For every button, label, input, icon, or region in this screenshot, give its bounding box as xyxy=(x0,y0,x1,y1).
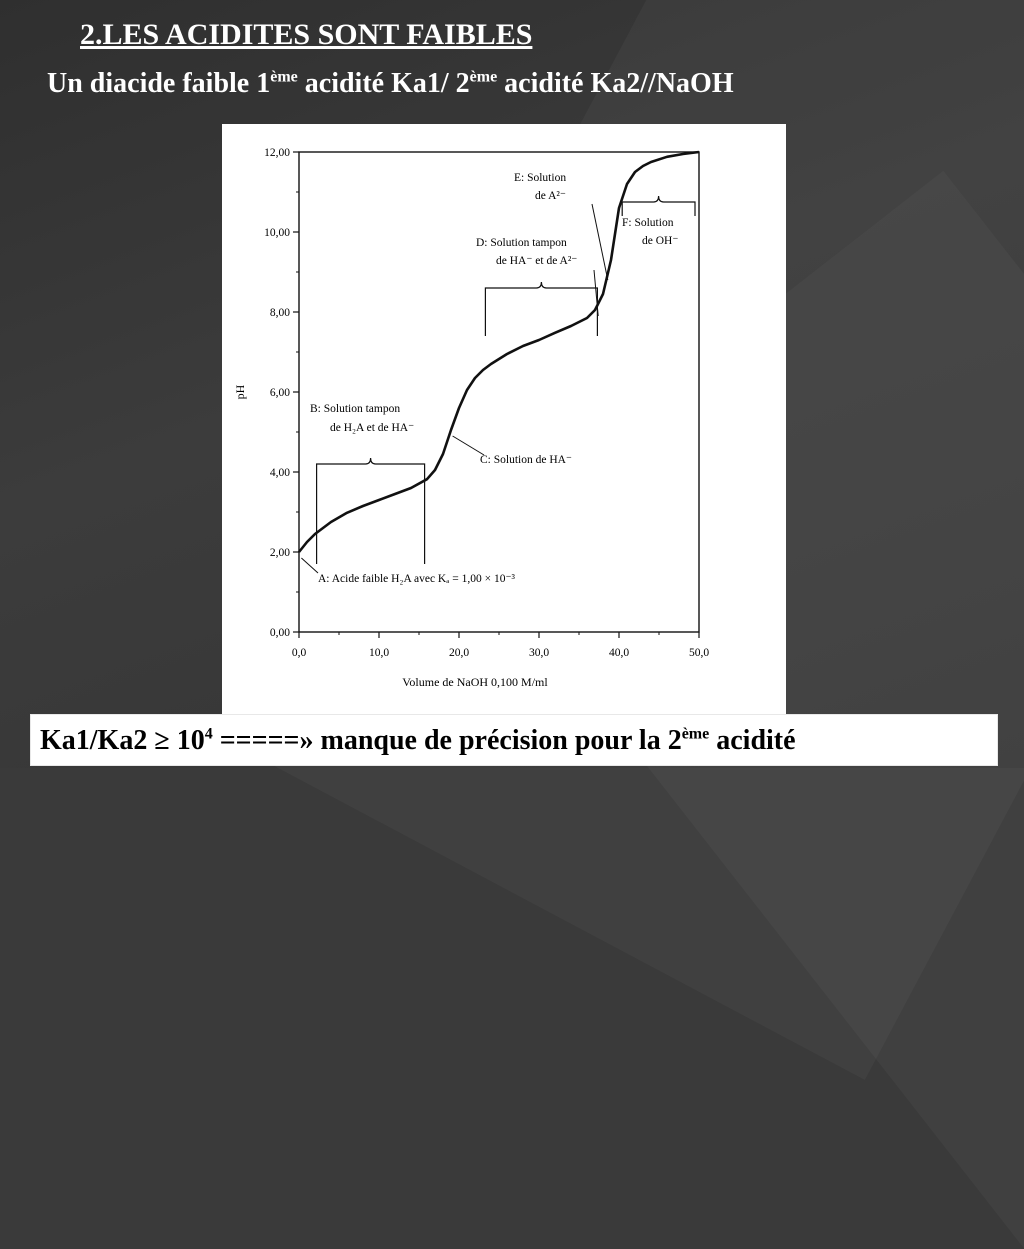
x-tick-label: 0,0 xyxy=(291,647,307,659)
x-tick-label: 20,0 xyxy=(448,647,470,659)
y-tick-label: 12,00 xyxy=(264,147,290,159)
x-tick-label: 40,0 xyxy=(608,647,630,659)
titration-chart xyxy=(222,124,786,716)
footer-text: Ka1/Ka2 xyxy=(40,725,155,756)
y-tick-label: 4,00 xyxy=(269,467,290,479)
annotation-d-line2: de HA⁻ et de A²⁻ xyxy=(496,255,578,267)
titration-curve xyxy=(299,152,699,552)
footer-exponent: 4 xyxy=(204,725,213,743)
y-tick-label: 8,00 xyxy=(269,307,290,319)
annotation-f-line1: F: Solution xyxy=(622,217,674,229)
subtitle-text: acidité Ka1/ 2 xyxy=(297,68,470,99)
chart-curve xyxy=(299,152,699,552)
annotation-b-line1: B: Solution tampon xyxy=(310,403,401,415)
annotation-b-line2: de H₂A et de HA⁻ xyxy=(330,422,415,434)
y-axis-label: pH xyxy=(233,384,247,400)
footer-symbol: ≥ xyxy=(154,725,170,756)
leader-c xyxy=(453,436,484,455)
chart-brackets xyxy=(301,196,695,573)
subtitle-superscript: ème xyxy=(270,68,298,86)
leader-a xyxy=(301,558,318,573)
bracket-b xyxy=(317,458,425,564)
footer-text: =====» manque de précision pour la 2 xyxy=(212,725,682,756)
footer-text: acidité xyxy=(709,725,796,756)
x-tick-label: 30,0 xyxy=(528,647,550,659)
annotation-f-line2: de OH⁻ xyxy=(642,235,679,247)
slide-subtitle xyxy=(47,68,734,100)
leader-e xyxy=(592,204,608,280)
subtitle-superscript: ème xyxy=(469,68,498,86)
footer-note xyxy=(40,725,796,757)
x-axis-label: Volume de NaOH 0,100 M/ml xyxy=(402,675,548,689)
x-tick-label: 10,0 xyxy=(368,647,390,659)
subtitle-text: Un diacide faible 1 xyxy=(47,68,271,99)
bracket-f xyxy=(622,196,695,216)
annotation-d-line1: D: Solution tampon xyxy=(476,237,567,249)
subtitle-text: acidité Ka2//NaOH xyxy=(497,68,734,99)
section-title: 2.LES ACIDITES SONT FAIBLES xyxy=(80,18,533,51)
y-tick-label: 10,00 xyxy=(264,227,290,239)
annotation-e-line1: E: Solution xyxy=(514,172,567,184)
bracket-d xyxy=(485,282,597,336)
titration-figure xyxy=(222,124,786,716)
annotation-e-line2: de A²⁻ xyxy=(535,190,566,202)
annotation-c: C: Solution de HA⁻ xyxy=(480,454,573,466)
y-tick-label: 2,00 xyxy=(269,547,290,559)
footer-text: 10 xyxy=(169,725,205,756)
footer-superscript: ème xyxy=(681,725,710,743)
annotation-a: A: Acide faible H₂A avec Kₐ = 1,00 × 10⁻³ xyxy=(318,573,515,585)
y-tick-label: 0,00 xyxy=(269,627,290,639)
x-tick-label: 50,0 xyxy=(688,647,710,659)
y-tick-label: 6,00 xyxy=(269,387,290,399)
